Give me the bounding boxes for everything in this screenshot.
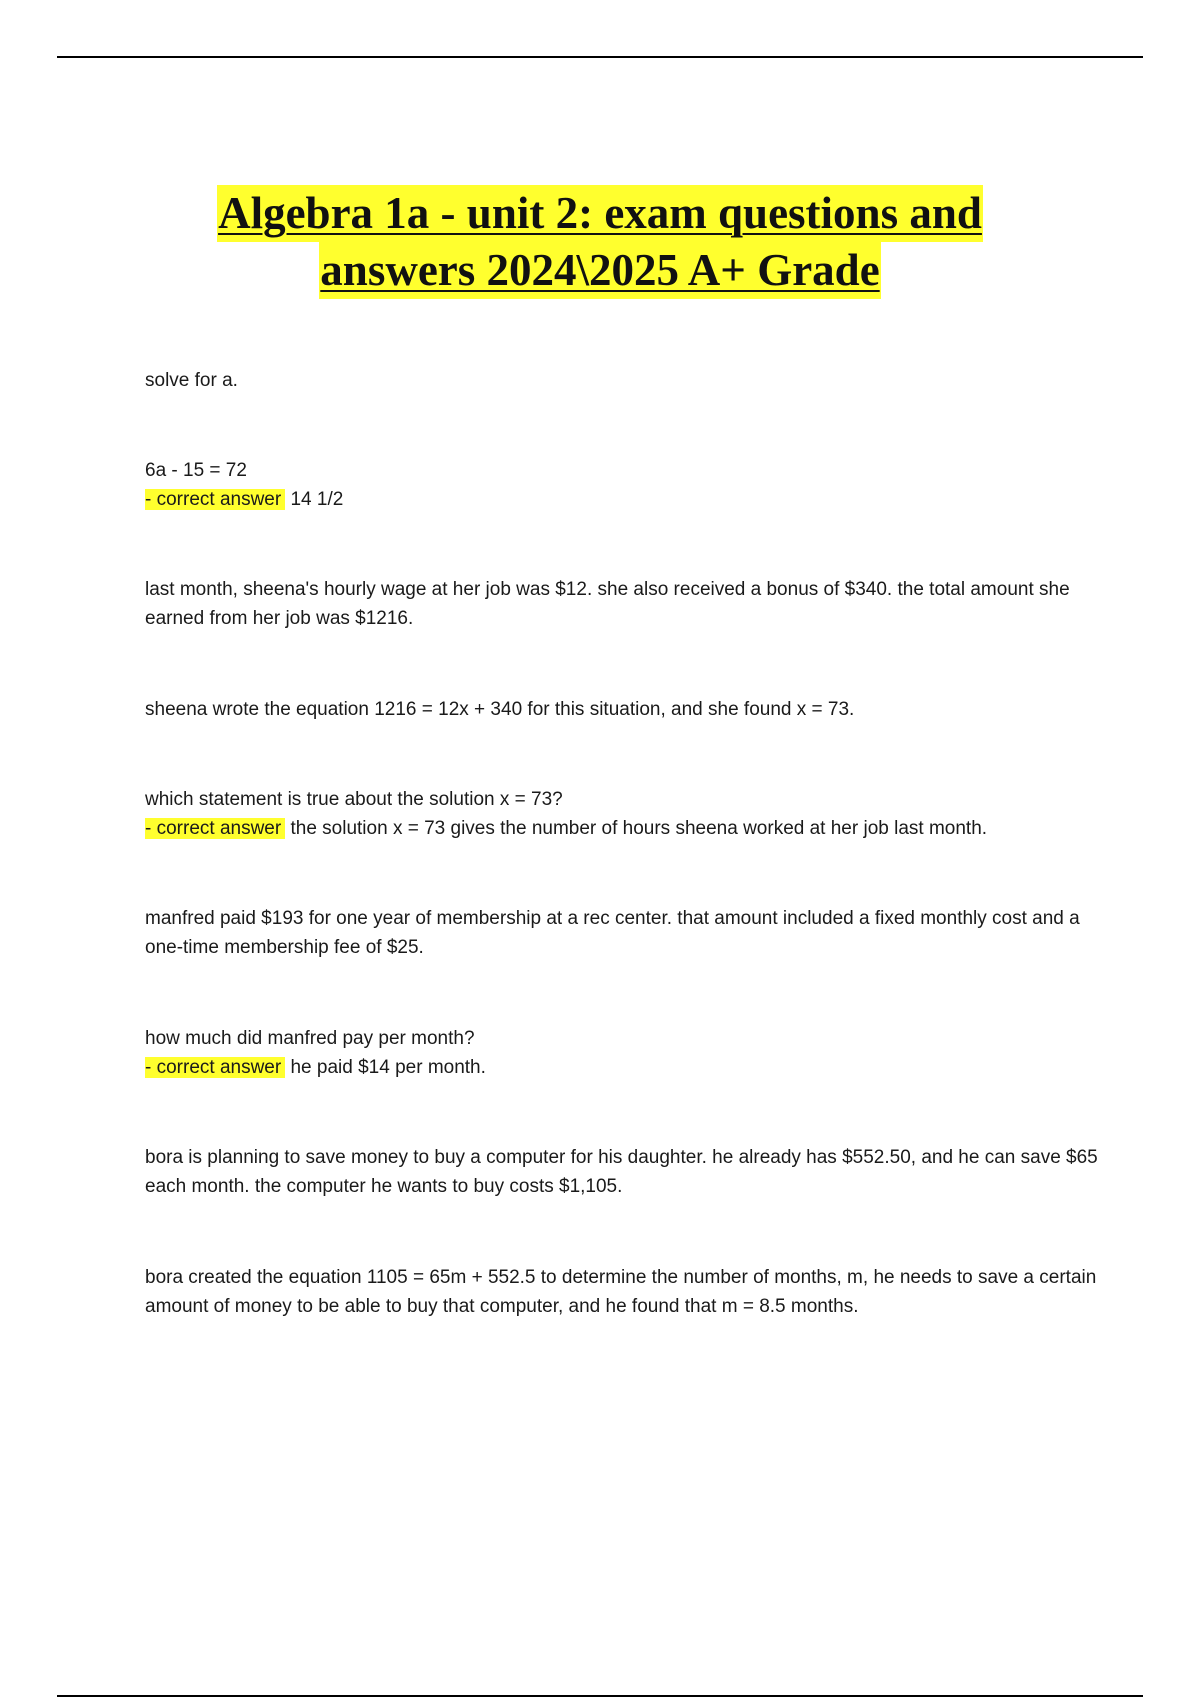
question-text: sheena wrote the equation 1216 = 12x + 340 for this situation, and she found x = 73. bbox=[145, 699, 855, 720]
answer-label: - correct answer bbox=[145, 818, 285, 839]
document-body bbox=[145, 366, 1105, 1321]
answer-label: - correct answer bbox=[145, 489, 285, 510]
answer-line bbox=[145, 485, 1105, 514]
answer-text: the solution x = 73 gives the number of hours sheena worked at her job last month. bbox=[285, 818, 988, 839]
header-rule bbox=[57, 56, 1143, 58]
answer-text: 14 1/2 bbox=[285, 489, 344, 510]
question-text: how much did manfred pay per month? bbox=[145, 1028, 475, 1049]
question-text: bora created the equation 1105 = 65m + 552.5 to determine the number of months, m, he needs to save a certain amount of money to be able to buy that computer, and he found that m = 8.5 months. bbox=[145, 1267, 1097, 1317]
document-title bbox=[57, 185, 1143, 299]
question-text: which statement is true about the solution x = 73? bbox=[145, 789, 563, 810]
question-text: manfred paid $193 for one year of membership at a rec center. that amount included a fixed monthly cost and a one-time membership fee of $25. bbox=[145, 908, 1080, 958]
question-text: solve for a. bbox=[145, 370, 238, 391]
title-line-1: Algebra 1a - unit 2: exam questions and bbox=[217, 185, 983, 242]
answer-line bbox=[145, 1053, 1105, 1082]
question-text: last month, sheena's hourly wage at her job was $12. she also received a bonus of $340. the total amount she earned from her job was $1216. bbox=[145, 579, 1070, 629]
question-text: bora is planning to save money to buy a computer for his daughter. he already has $552.50, and he can save $65 each month. the computer he wants to buy costs $1,105. bbox=[145, 1147, 1098, 1197]
answer-line bbox=[145, 814, 1105, 843]
title-line-2: answers 2024\2025 A+ Grade bbox=[319, 242, 880, 299]
question-text: 6a - 15 = 72 bbox=[145, 460, 247, 481]
answer-label: - correct answer bbox=[145, 1057, 285, 1078]
footer-rule bbox=[57, 1695, 1143, 1697]
answer-text: he paid $14 per month. bbox=[285, 1057, 486, 1078]
